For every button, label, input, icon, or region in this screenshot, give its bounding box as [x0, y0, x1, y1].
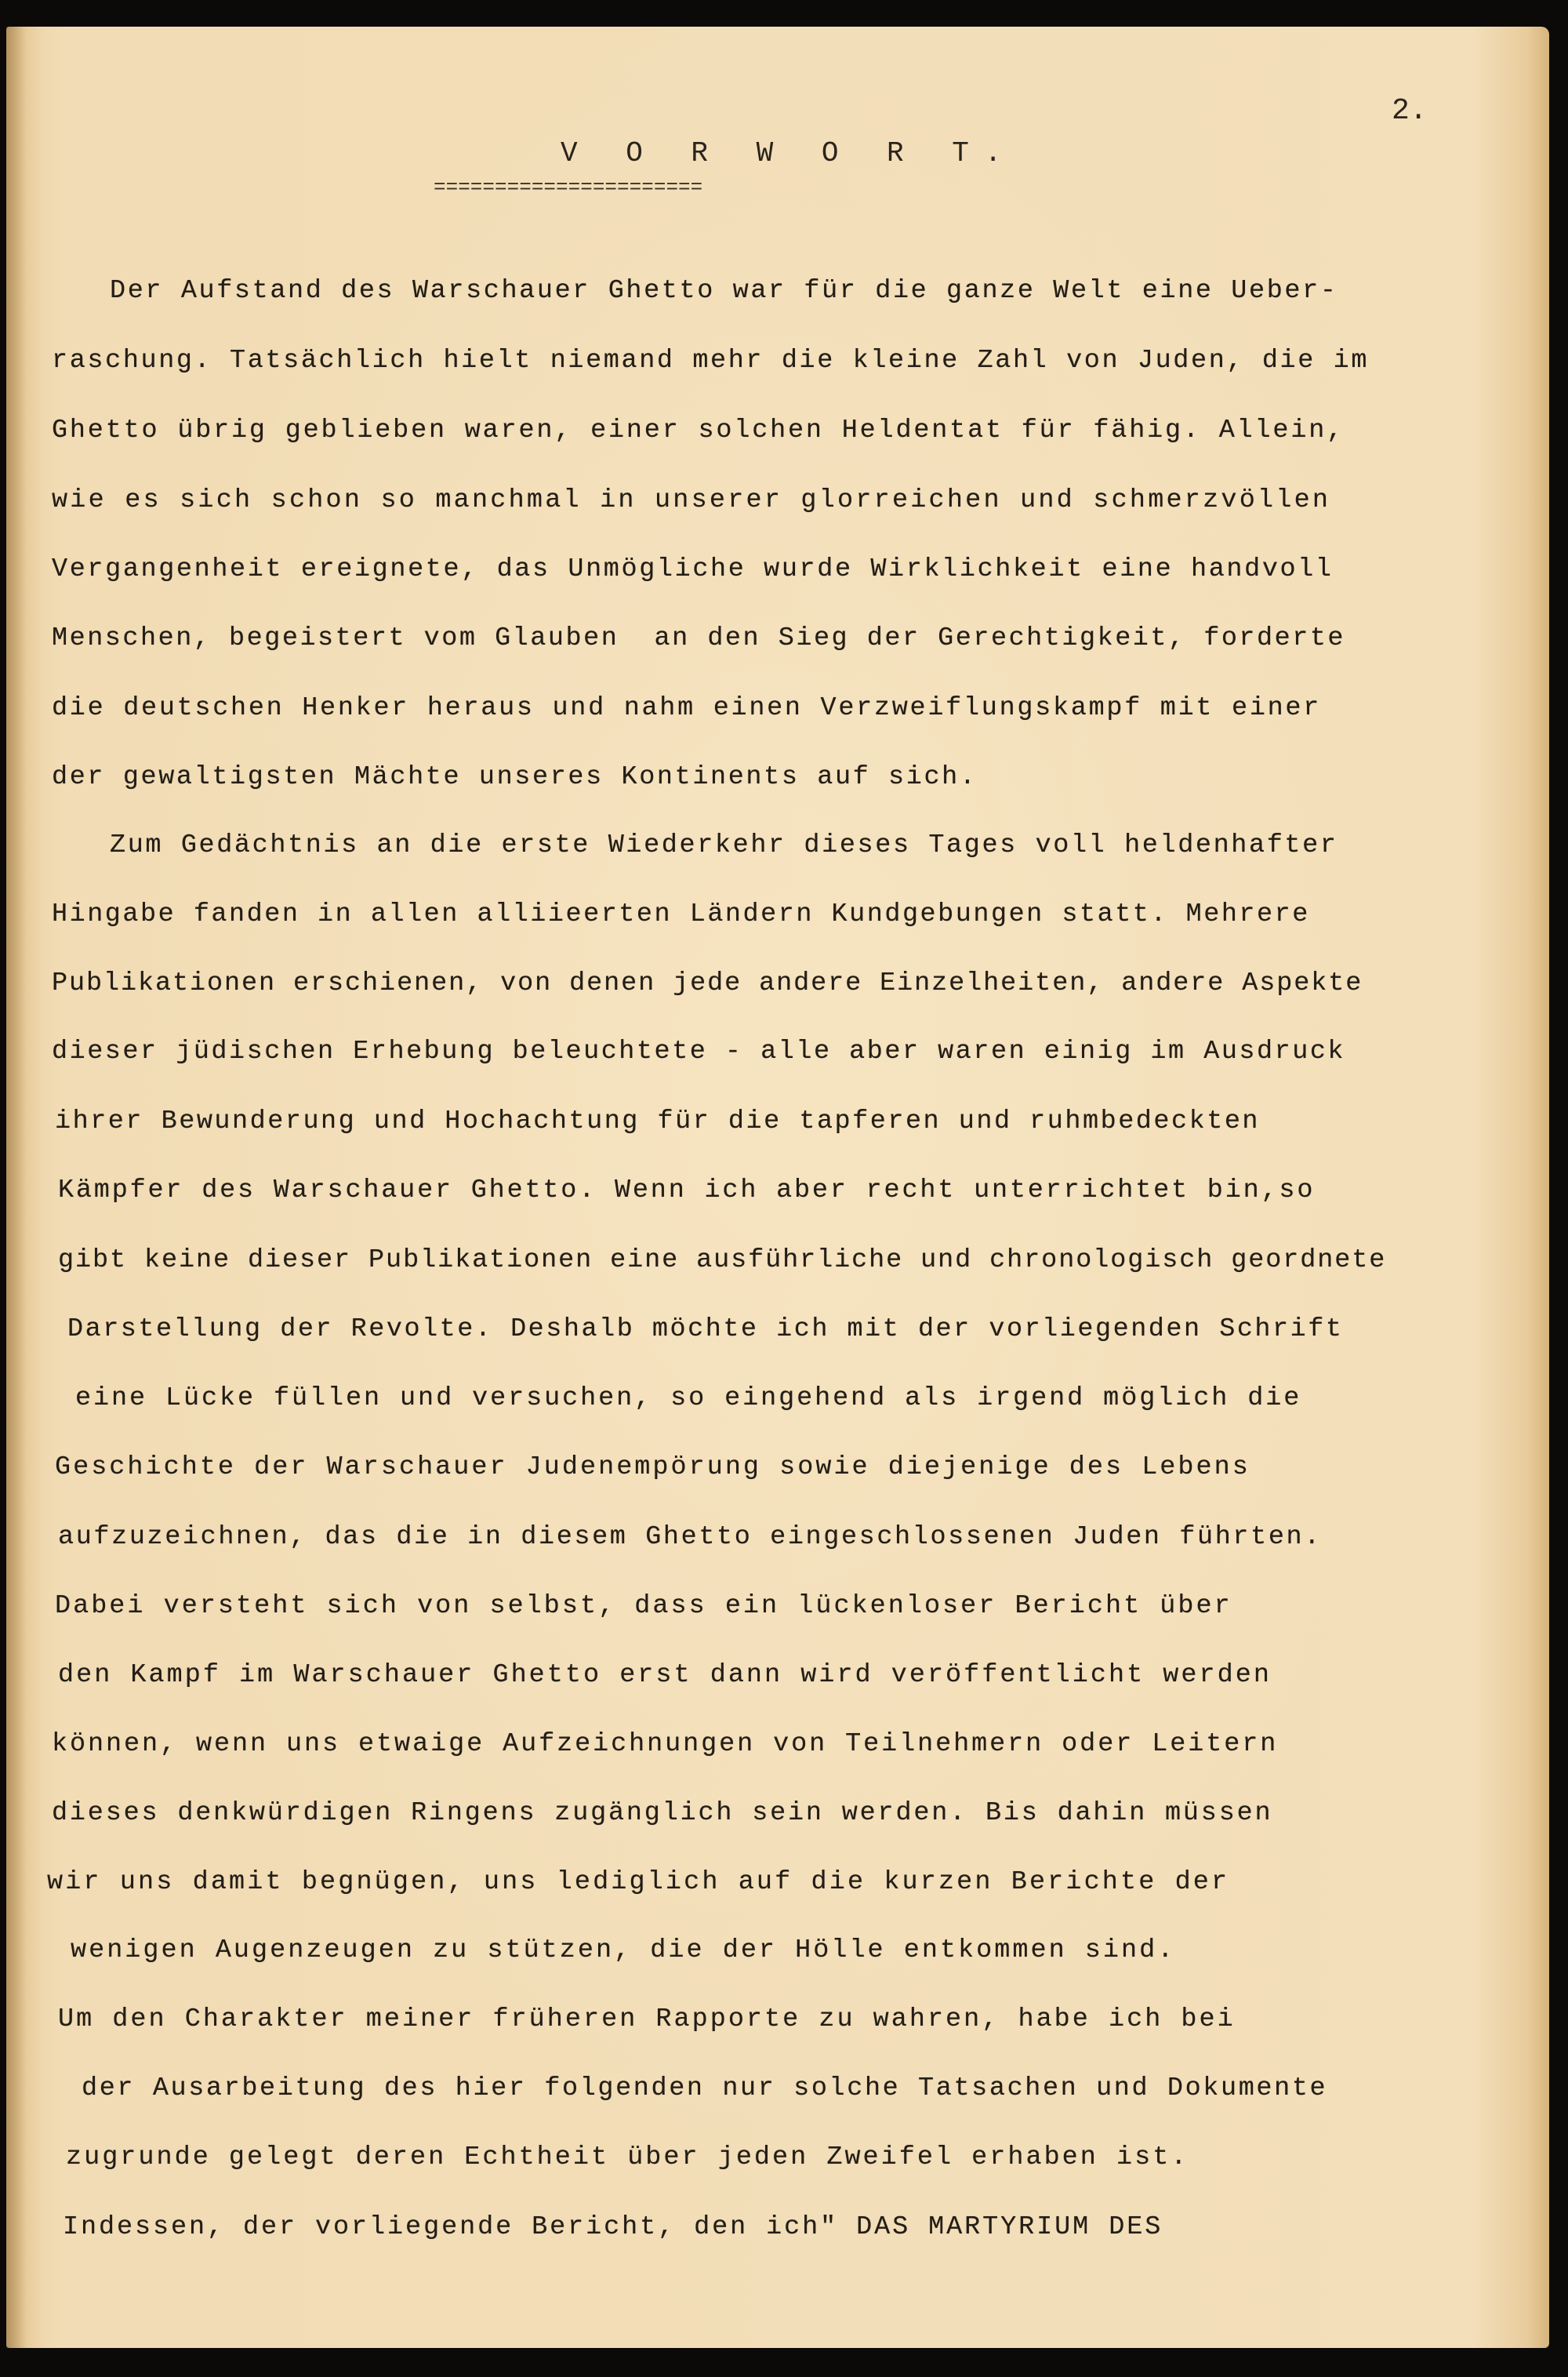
text-line: eine Lücke füllen und versuchen, so eingehend als irgend möglich die	[75, 1383, 1302, 1413]
text-line: Zum Gedächtnis an die erste Wiederkehr dieses Tages voll heldenhafter	[110, 830, 1338, 860]
text-line: können, wenn uns etwaige Aufzeichnungen von Teilnehmern oder Leitern	[52, 1729, 1279, 1759]
text-line: gibt keine dieser Publikationen eine ausführliche und chronologisch geordnete	[58, 1245, 1387, 1275]
text-line: ihrer Bewunderung und Hochachtung für die tapferen und ruhmbedeckten	[55, 1107, 1261, 1136]
text-line: wir uns damit begnügen, uns lediglich auf die kurzen Berichte der	[47, 1867, 1230, 1897]
title-underline: ======================	[434, 176, 703, 199]
text-line: den Kampf im Warschauer Ghetto erst dann wird veröffentlicht werden	[58, 1660, 1272, 1690]
text-line: zugrunde gelegt deren Echtheit über jeden Zweifel erhaben ist.	[66, 2143, 1189, 2172]
text-line: Der Aufstand des Warschauer Ghetto war für die ganze Welt eine Ueber-	[110, 276, 1338, 306]
text-line: die deutschen Henker heraus und nahm einen Verzweiflungskampf mit einer	[52, 693, 1322, 723]
text-line: Dabei versteht sich von selbst, dass ein lückenloser Bericht über	[55, 1591, 1232, 1621]
text-line: dieser jüdischen Erhebung beleuchtete - alle aber waren einig im Ausdruck	[52, 1037, 1346, 1067]
text-line: aufzuzeichnen, das die in diesem Ghetto eingeschlossenen Juden führten.	[58, 1522, 1322, 1552]
page-title: V O R W O R T.	[561, 137, 1018, 169]
text-line: wie es sich schon so manchmal in unserer glorreichen und schmerzvöllen	[52, 485, 1331, 515]
text-line: der gewaltigsten Mächte unseres Kontinents auf sich.	[52, 762, 978, 792]
text-line: Darstellung der Revolte. Deshalb möchte ich mit der vorliegenden Schrift	[67, 1314, 1344, 1344]
text-line: dieses denkwürdigen Ringens zugänglich sein werden. Bis dahin müssen	[52, 1798, 1273, 1828]
text-line: Indessen, der vorliegende Bericht, den ich" DAS MARTYRIUM DES	[63, 2212, 1163, 2242]
text-line: raschung. Tatsächlich hielt niemand mehr die kleine Zahl von Juden, die im	[52, 346, 1370, 376]
page-number: 2.	[1392, 94, 1428, 128]
text-line: Ghetto übrig geblieben waren, einer solchen Heldentat für fähig. Allein,	[52, 416, 1345, 445]
text-line: wenigen Augenzeugen zu stützen, die der Hölle entkommen sind.	[71, 1935, 1176, 1965]
text-line: Vergangenheit ereignete, das Unmögliche wurde Wirklichkeit eine handvoll	[52, 554, 1334, 584]
text-line: der Ausarbeitung des hier folgenden nur solche Tatsachen und Dokumente	[82, 2074, 1328, 2103]
text-line: Kämpfer des Warschauer Ghetto. Wenn ich aber recht unterrichtet bin,so	[58, 1176, 1316, 1205]
text-line: Um den Charakter meiner früheren Rapporte zu wahren, habe ich bei	[58, 2004, 1236, 2034]
text-line: Hingabe fanden in allen alliieerten Ländern Kundgebungen statt. Mehrere	[52, 900, 1310, 929]
text-line: Geschichte der Warschauer Judenempörung sowie diejenige des Lebens	[55, 1452, 1250, 1482]
text-line: Menschen, begeistert vom Glauben an den Sieg der Gerechtigkeit, forderte	[52, 623, 1346, 653]
text-line: Publikationen erschienen, von denen jede andere Einzelheiten, andere Aspekte	[52, 969, 1363, 998]
